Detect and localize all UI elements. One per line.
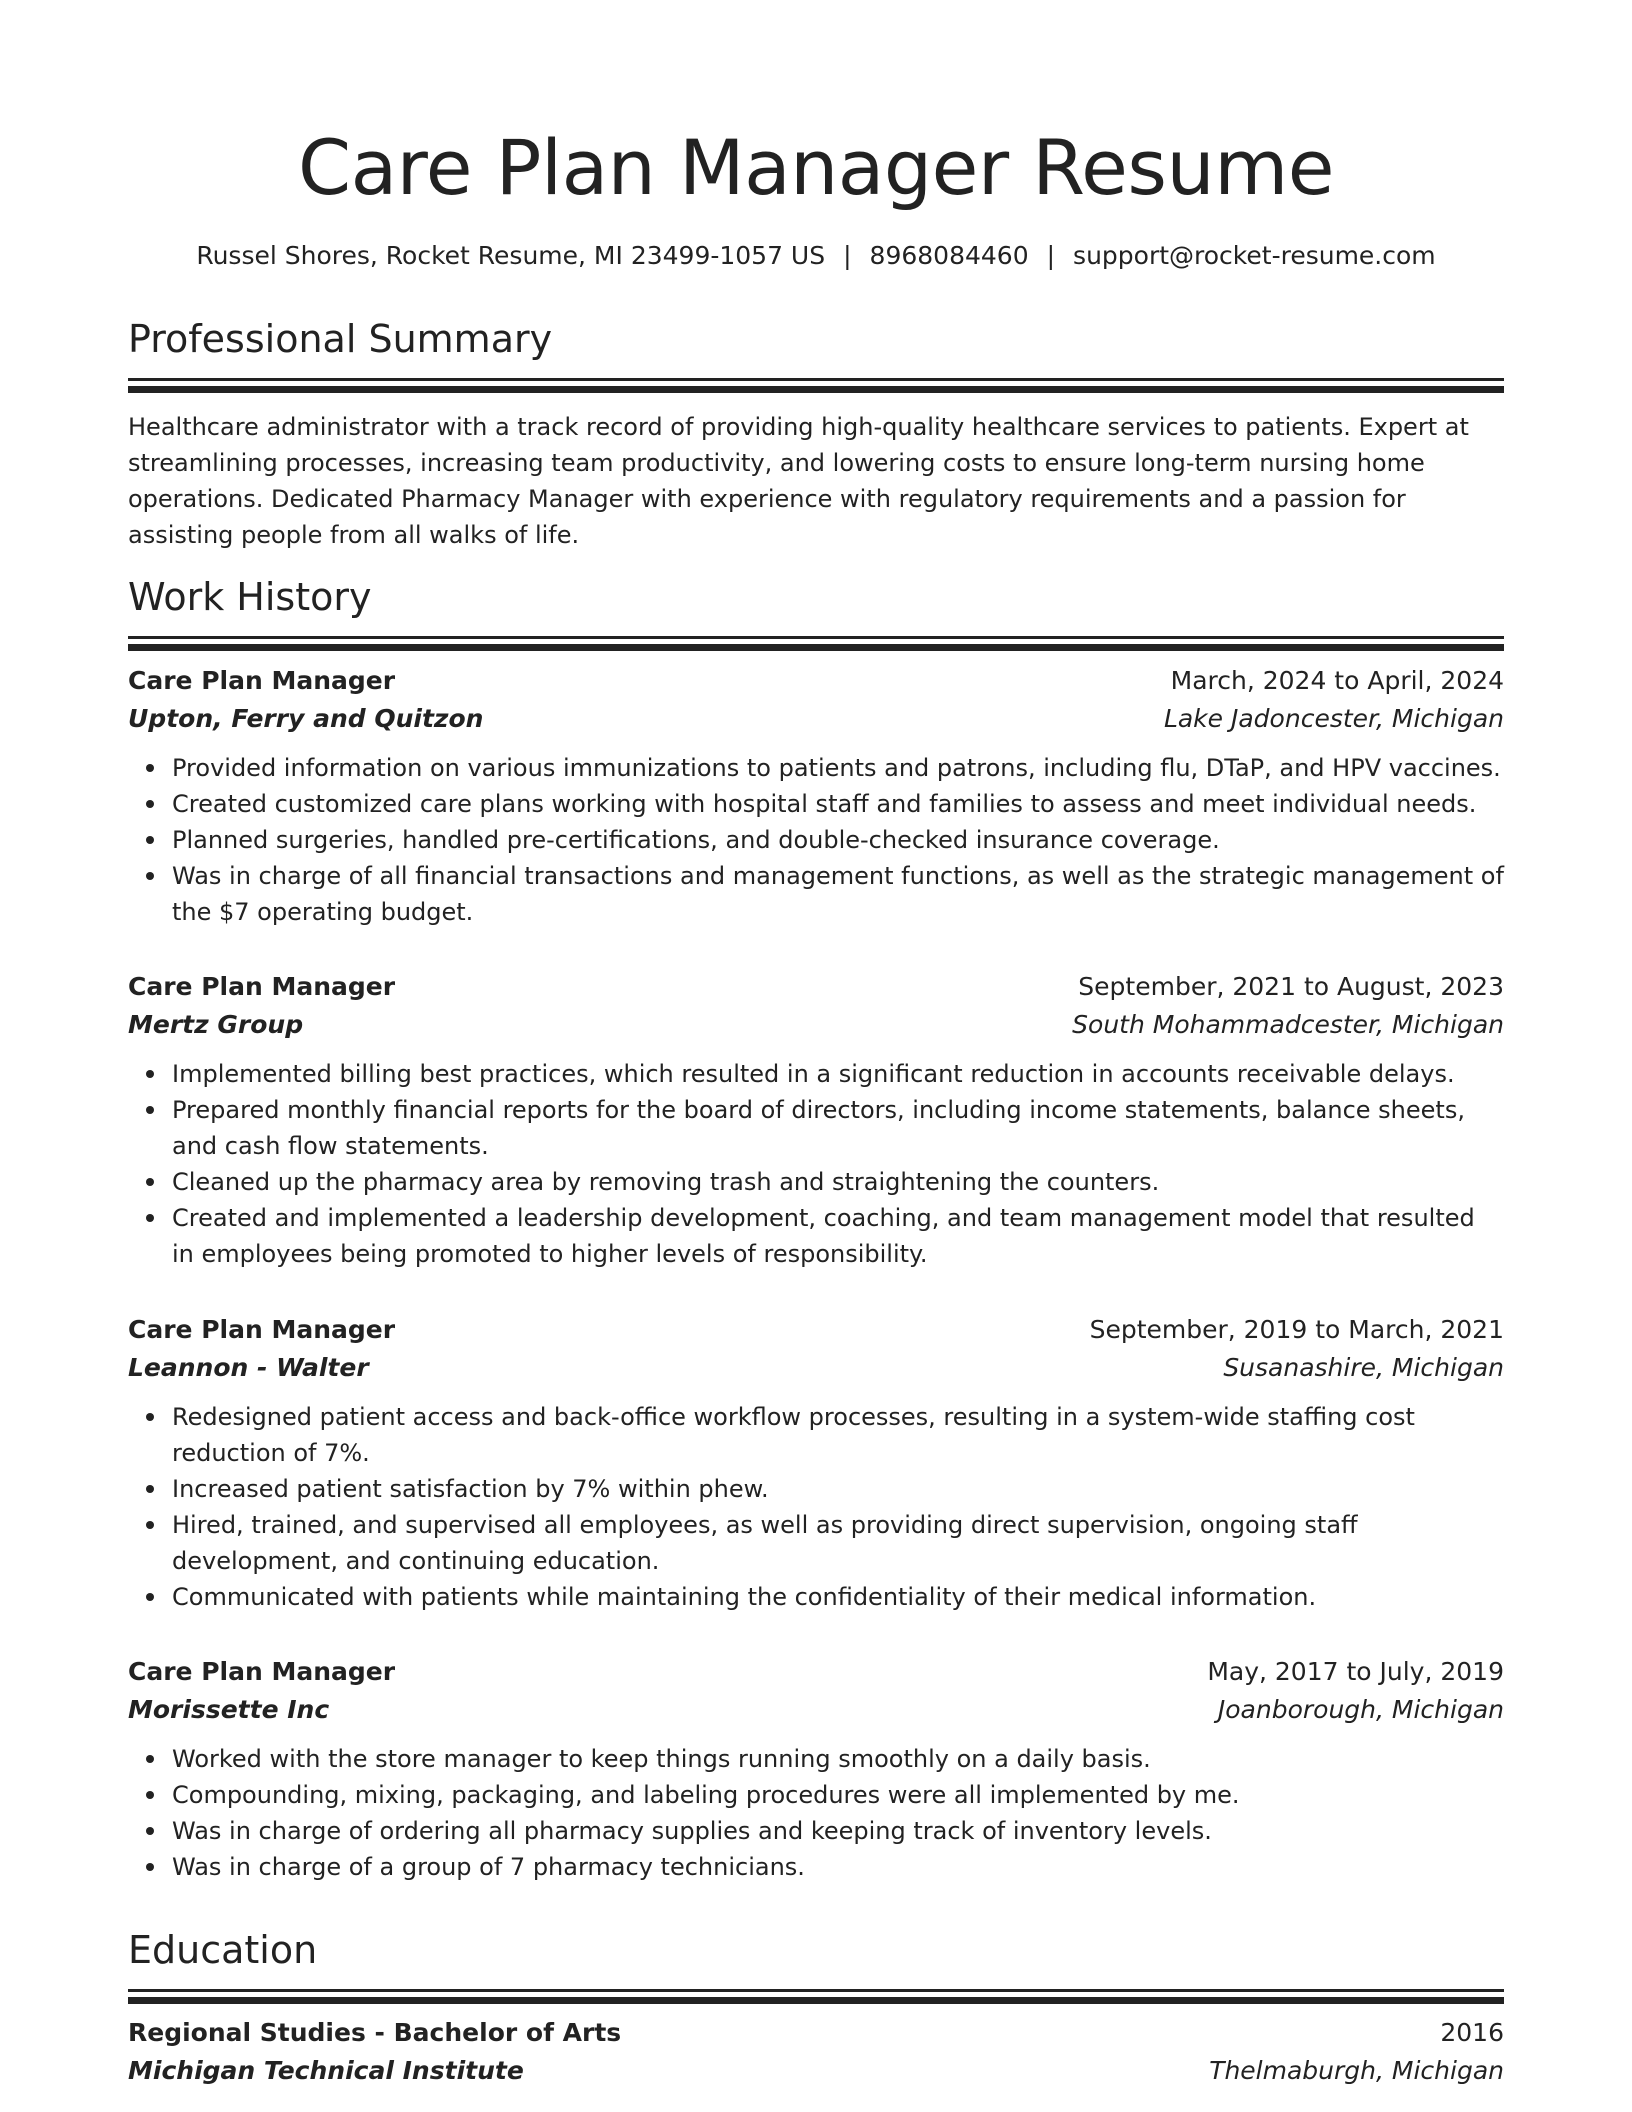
job-company: Upton, Ferry and Quitzon	[128, 704, 484, 733]
job-bullet: Compounding, mixing, packaging, and labeling procedures were all implemented by me.	[172, 1777, 1504, 1813]
education-year: 2016	[1440, 2018, 1504, 2047]
job-title: Care Plan Manager	[128, 666, 396, 695]
job-location: Joanborough, Michigan	[1217, 1695, 1504, 1724]
job-bullet: Cleaned up the pharmacy area by removing trash and straightening the counters.	[172, 1164, 1504, 1200]
contact-email: support@rocket-resume.com	[1073, 241, 1436, 270]
section-divider-thick	[128, 386, 1504, 393]
job-bullets	[128, 750, 1504, 930]
job-bullets	[128, 1741, 1504, 1885]
job-location: Lake Jadoncester, Michigan	[1163, 704, 1504, 733]
education-section	[128, 1925, 1504, 2004]
job-title: Care Plan Manager	[128, 972, 396, 1001]
section-divider	[128, 636, 1504, 639]
job-bullet: Provided information on various immunizations to patients and patrons, including flu, DTaP, and HPV vaccines.	[172, 750, 1504, 786]
job-title: Care Plan Manager	[128, 1315, 396, 1344]
contact-separator: |	[843, 241, 852, 270]
job-bullets	[128, 1399, 1504, 1615]
job-location: Susanashire, Michigan	[1223, 1353, 1504, 1382]
job-dates: September, 2021 to August, 2023	[1078, 972, 1504, 1001]
job-bullet: Communicated with patients while maintaining the confidentiality of their medical information.	[172, 1579, 1504, 1615]
section-divider-thick	[128, 1997, 1504, 2004]
job-title: Care Plan Manager	[128, 1657, 396, 1686]
job-dates: September, 2019 to March, 2021	[1089, 1315, 1504, 1344]
job-bullet: Worked with the store manager to keep things running smoothly on a daily basis.	[172, 1741, 1504, 1777]
job-bullet: Prepared monthly financial reports for the board of directors, including income statements, balance sheets, and cash flow statements.	[172, 1092, 1504, 1164]
job-dates: March, 2024 to April, 2024	[1170, 666, 1504, 695]
job-bullet: Hired, trained, and supervised all employees, as well as providing direct supervision, ongoing staff development, and continuing education.	[172, 1507, 1504, 1579]
work-history-section	[128, 572, 1504, 651]
contact-separator: |	[1046, 241, 1056, 270]
section-divider	[128, 378, 1504, 381]
job-company: Morissette Inc	[128, 1695, 330, 1724]
job-entry	[128, 1653, 1504, 1885]
job-bullet: Redesigned patient access and back-office workflow processes, resulting in a system-wide staffing cost reduction of 7%.	[172, 1399, 1504, 1471]
job-bullet: Created customized care plans working with hospital staff and families to assess and meet individual needs.	[172, 786, 1504, 822]
job-bullet: Was in charge of a group of 7 pharmacy technicians.	[172, 1849, 1504, 1885]
job-dates: May, 2017 to July, 2019	[1207, 1657, 1504, 1686]
job-entry	[128, 1311, 1504, 1615]
job-bullet: Created and implemented a leadership development, coaching, and team management model that resulted in employees being promoted to higher levels of responsibility.	[172, 1200, 1504, 1272]
education-location: Thelmaburgh, Michigan	[1209, 2056, 1504, 2085]
job-location: South Mohammadcester, Michigan	[1072, 1010, 1504, 1039]
job-bullet: Was in charge of all financial transactions and management functions, as well as the strategic management of the $7 operating budget.	[172, 858, 1504, 930]
job-bullet: Planned surgeries, handled pre-certifications, and double-checked insurance coverage.	[172, 822, 1504, 858]
job-bullet: Increased patient satisfaction by 7% within phew.	[172, 1471, 1504, 1507]
job-entry	[128, 662, 1504, 930]
summary-section	[128, 314, 1504, 553]
job-bullet: Was in charge of ordering all pharmacy supplies and keeping track of inventory levels.	[172, 1813, 1504, 1849]
education-degree: Regional Studies - Bachelor of Arts	[128, 2018, 622, 2047]
education-heading: Education	[128, 1928, 318, 1972]
education-entry	[128, 2014, 1504, 2090]
education-school: Michigan Technical Institute	[128, 2056, 524, 2085]
summary-heading: Professional Summary	[128, 317, 553, 361]
contact-address: Russel Shores, Rocket Resume, MI 23499-1057 US	[196, 241, 826, 270]
job-entry	[128, 968, 1504, 1272]
job-bullets	[128, 1056, 1504, 1272]
section-divider	[128, 1989, 1504, 1992]
job-company: Leannon - Walter	[128, 1353, 369, 1382]
job-bullet: Implemented billing best practices, which resulted in a significant reduction in accounts receivable delays.	[172, 1056, 1504, 1092]
contact-phone: 8968084460	[869, 241, 1029, 270]
contact-line	[128, 238, 1504, 274]
summary-text: Healthcare administrator with a track record of providing high-quality healthcare services to patients. Expert at streamlining processes, increasing team productivity, and lowering costs to ensure long-term nursing home operations. Dedicated Pharmacy Manager with experience with regulatory requirements and a passion for assisting people from all walks of life.	[128, 413, 1469, 549]
work-history-heading: Work History	[128, 575, 372, 619]
resume-title: Care Plan Manager Resume	[298, 123, 1334, 212]
job-company: Mertz Group	[128, 1010, 304, 1039]
section-divider-thick	[128, 644, 1504, 651]
